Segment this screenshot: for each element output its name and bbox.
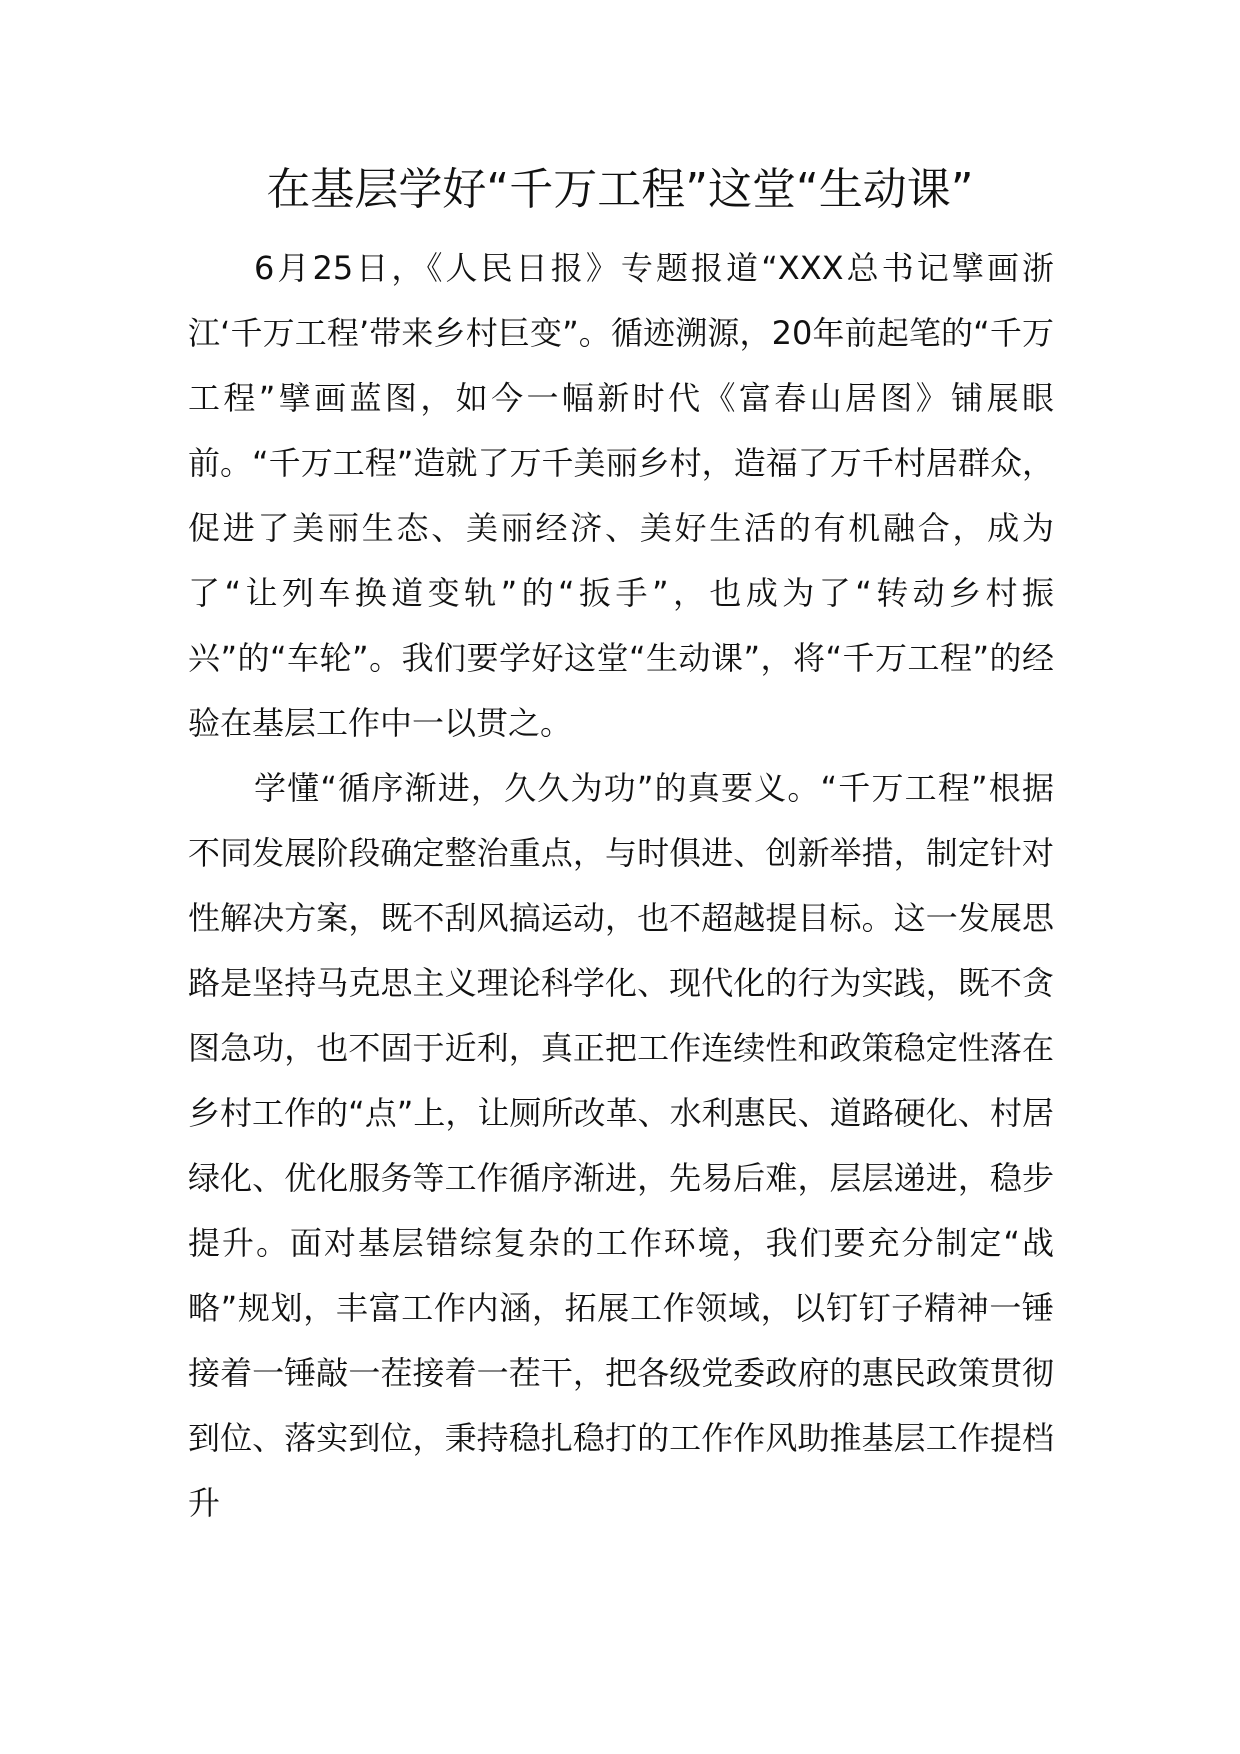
document-body — [188, 236, 1054, 1536]
paragraph-section-1: 学懂“循序渐进，久久为功”的真要义。“千万工程”根据不同发展阶段确定整治重点，与时俱进、创新举措，制定针对性解决方案，既不刮风搞运动，也不超越提目标。这一发展思路是坚持马克思主义理论科学化、现代化的行为实践，既不贪图急功，也不固于近利，真正把工作连续性和政策稳定性落在乡村工作的“点”上，让厕所改革、水利惠民、道路硬化、村居绿化、优化服务等工作循序渐进，先易后难，层层递进，稳步提升。面对基层错综复杂的工作环境，我们要充分制定“战略”规划，丰富工作内涵，拓展工作领域，以钉钉子精神一锤接着一锤敲一茬接着一茬干，把各级党委政府的惠民政策贯彻到位、落实到位，秉持稳扎稳打的工作作风助推基层工作提档升 — [188, 769, 1054, 1522]
document-title: 在基层学好“千万工程”这堂“生动课” — [266, 164, 974, 215]
paragraph-intro: 6月25日，《人民日报》专题报道“XXX总书记擘画浙江‘千万工程’带来乡村巨变”。循迹溯源，20年前起笔的“千万工程”擘画蓝图，如今一幅新时代《富春山居图》铺展眼前。“千万工程”造就了万千美丽乡村，造福了万千村居群众，促进了美丽生态、美丽经济、美好生活的有机融合，成为了“让列车换道变轨”的“扳手”，也成为了“转动乡村振兴”的“车轮”。我们要学好这堂“生动课”，将“千万工程”的经验在基层工作中一以贯之。 — [188, 249, 1054, 742]
